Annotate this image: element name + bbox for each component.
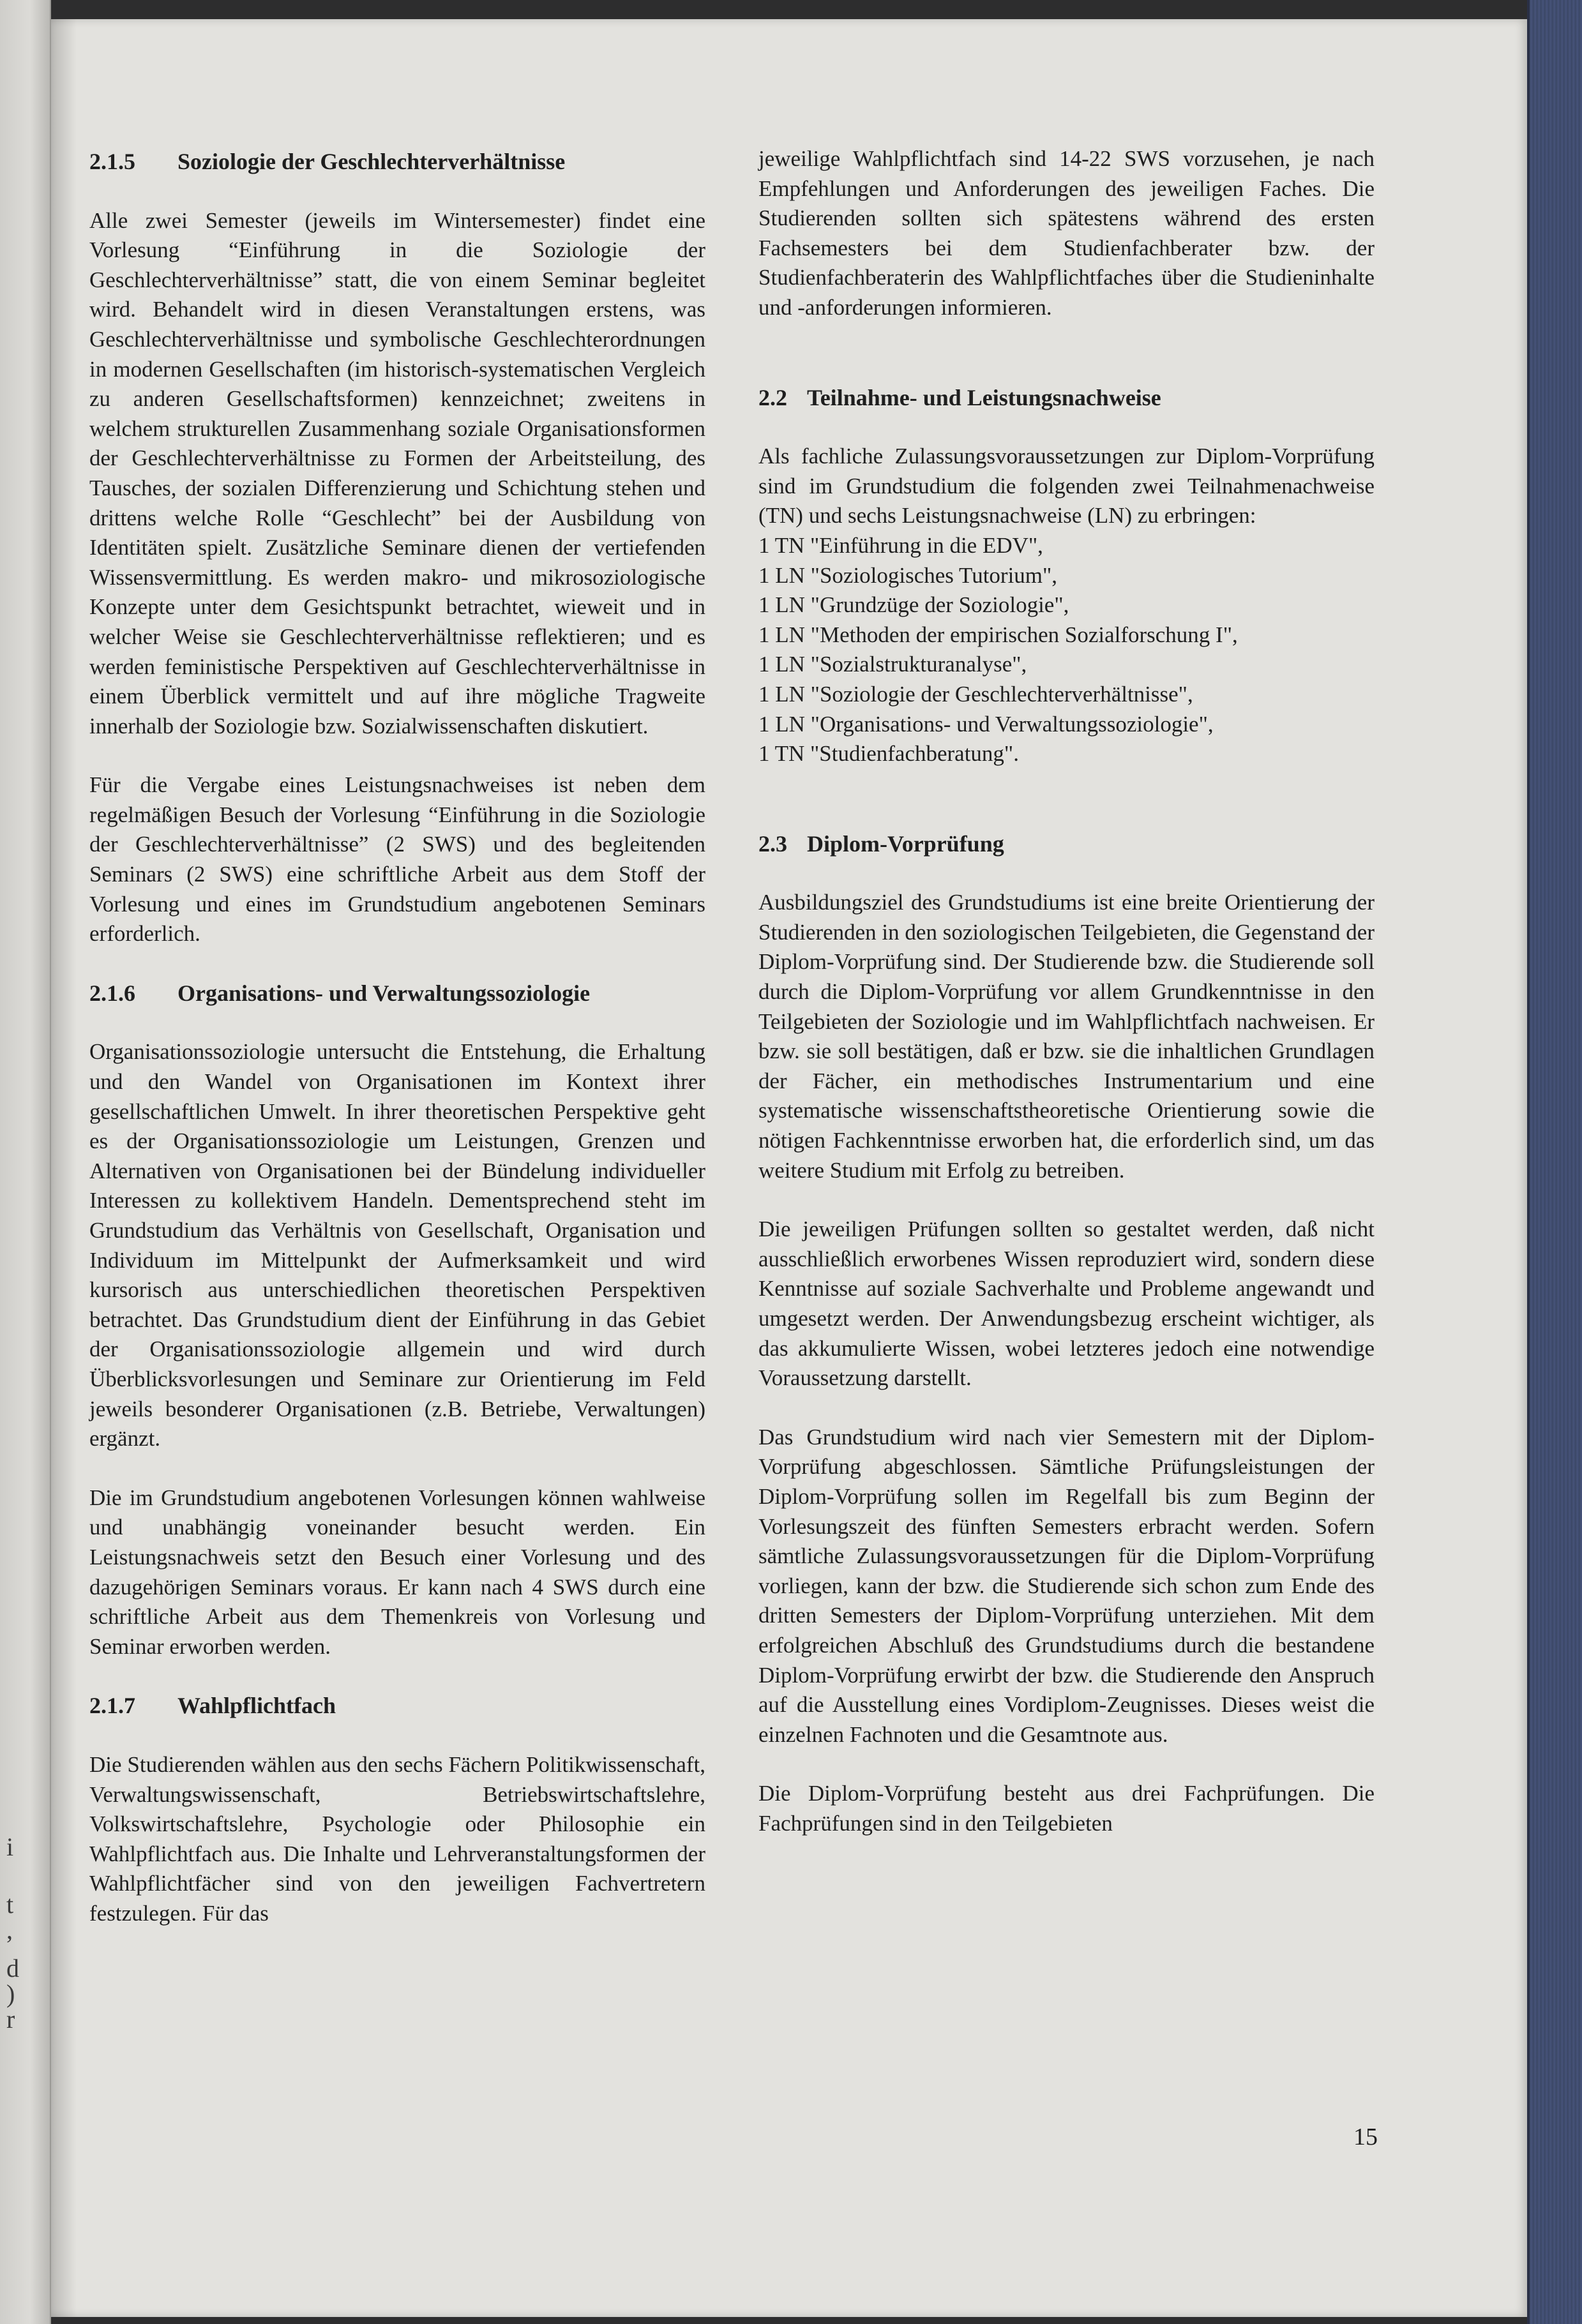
margin-fragment: ,	[6, 1915, 13, 1944]
previous-page-edge	[0, 0, 51, 2324]
book-cover-edge	[1527, 0, 1582, 2324]
section-heading-2-2	[758, 383, 1375, 413]
section-title: Organisations- und Verwaltungssoziologie	[177, 980, 591, 1006]
paragraph: jeweilige Wahlpflichtfach sind 14-22 SWS vorzusehen, je nach Empfehlungen und Anforderungen des jeweiligen Faches. Die Studierenden sollten sich spätestens während des ersten Fachsemesters bei dem Studienfachberater bzw. der Studienfachberaterin des Wahlpflichtfaches über die Studieninhalte und -anforderungen informieren.	[758, 146, 1375, 320]
left-column	[89, 147, 705, 1958]
margin-fragment: )	[6, 1979, 15, 2008]
section-number: 2.1.6	[89, 980, 135, 1006]
requirements-list	[758, 531, 1375, 769]
section-heading-2-3	[758, 829, 1375, 859]
section-title: Wahlpflichtfach	[177, 1693, 336, 1719]
margin-fragment: t	[6, 1890, 14, 1919]
paragraph: Ausbildungsziel des Grundstudiums ist eine breite Orientierung der Studierenden in den soziologischen Teilgebieten, die Gegenstand der Diplom-Vorprüfung sind. Der Studierende bzw. die Studierende soll durch die Diplom-Vorprüfung vor allem Grundkenntnisse in den Teilgebieten der Soziologie und im Wahlpflichtfach nachweisen. Er bzw. sie soll bestätigen, daß er bzw. sie die inhaltlichen Grundlagen der Fächer, ein methodisches Instrumentarium und eine systematische wissenschaftstheoretische Orientierung sowie die nötigen Fachkenntnisse erworben hat, die erforderlich sind, um das weitere Studium mit Erfolg zu betreiben.	[758, 890, 1375, 1183]
paragraph: Alle zwei Semester (jeweils im Wintersemester) findet eine Vorlesung “Einführung in die Soziologie der Geschlechterverhältnisse” statt, die von einem Seminar begleitet wird. Behandelt wird in diesen Veranstaltungen erstens, was Geschlechterverhältnisse und symbolische Geschlechterordnungen in modernen Gesellschaften (im historisch-systematischen Vergleich zu anderen Gesellschaftsformen) kennzeichnet; zweitens in welchem strukturellen Zusammenhang soziale Organisationsformen der Geschlechterverhältnisse zu Formen der Arbeitsteilung, des Tausches, der sozialen Differenzierung und Schichtung stehen und drittens welche Rolle “Geschlecht” bei der Ausbildung von Identitäten spielt. Zusätzliche Seminare dienen der vertiefenden Wissensvermittlung. Es werden makro- und mikrosoziologische Konzepte unter dem Gesichtspunkt betrachtet, wieweit und in welcher Weise sie Geschlechterverhältnisse reflektieren; und es werden feministische Perspektiven auf Geschlechterverhältnisse in einem Überblick vermittelt und auf ihre mögliche Tragweite innerhalb der Soziologie bzw. Sozialwissenschaften diskutiert.	[89, 207, 705, 738]
section-title: Teilnahme- und Leistungsnachweise	[807, 384, 1161, 410]
margin-fragment: i	[6, 1833, 14, 1861]
right-column	[758, 144, 1375, 1868]
section-number: 2.3	[758, 830, 787, 857]
margin-fragment: d	[6, 1954, 19, 1983]
section-number: 2.2	[758, 384, 787, 410]
page-number: 15	[1353, 2124, 1378, 2150]
paragraph: Die Diplom-Vorprüfung besteht aus drei Fachprüfungen. Die Fachprüfungen sind in den Teilgebieten	[758, 1781, 1375, 1836]
list-item: 1 TN "Studienfachberatung".	[758, 741, 1019, 767]
list-item: 1 LN "Organisations- und Verwaltungssoziologie",	[758, 711, 1214, 737]
spine-shadow	[51, 19, 77, 2317]
paragraph: Für die Vergabe eines Leistungsnachweises ist neben dem regelmäßigen Besuch der Vorlesung “Einführung in die Soziologie der Geschlechterverhältnisse” (2 SWS) und des begleitenden Seminars (2 SWS) eine schriftliche Arbeit aus dem Stoff der Vorlesung und eines im Grundstudium angebotenen Seminars erforderlich.	[89, 772, 705, 947]
paragraph: Die jeweiligen Prüfungen sollten so gestaltet werden, daß nicht ausschließlich erworbenes Wissen reproduziert wird, sondern diese Kenntnisse auf soziale Sachverhalte und Probleme angewandt und umgesetzt werden. Der Anwendungsbezug erscheint wichtiger, als das akkumulierte Wissen, wobei letzteres jedoch eine notwendige Voraussetzung darstellt.	[758, 1217, 1375, 1391]
section-number: 2.1.5	[89, 149, 135, 174]
list-item: 1 LN "Methoden der empirischen Sozialforschung I",	[758, 622, 1238, 647]
section-heading-2-1-5	[89, 147, 705, 177]
paragraph: Die im Grundstudium angebotenen Vorlesungen können wahlweise und unabhängig voneinander besucht werden. Ein Leistungsnachweis setzt den Besuch einer Vorlesung und des dazugehörigen Seminars voraus. Er kann nach 4 SWS durch eine schriftliche Arbeit aus dem Themenkreis von Vorlesung und Seminar erworben werden.	[89, 1485, 705, 1659]
paragraph: Die Studierenden wählen aus den sechs Fächern Politikwissenschaft, Verwaltungswissenschaft, Betriebswirtschaftslehre, Volkswirtschaftslehre, Psychologie oder Philosophie ein Wahlpflichtfach aus. Die Inhalte und Lehrveranstaltungsformen der Wahlpflichtfächer sind von den jeweiligen Fachvertretern festzulegen. Für das	[89, 1751, 705, 1926]
section-heading-2-1-6	[89, 978, 705, 1008]
section-title: Diplom-Vorprüfung	[807, 830, 1004, 857]
list-item: 1 LN "Soziologie der Geschlechterverhältnisse",	[758, 681, 1193, 707]
list-item: 1 LN "Soziologisches Tutorium",	[758, 562, 1058, 588]
section-title: Soziologie der Geschlechterverhältnisse	[177, 149, 566, 174]
list-item: 1 LN "Sozialstrukturanalyse",	[758, 652, 1027, 677]
list-item: 1 TN "Einführung in die EDV",	[758, 532, 1043, 558]
margin-fragment: r	[6, 2005, 15, 2034]
section-heading-2-1-7	[89, 1691, 705, 1721]
paragraph: Als fachliche Zulassungsvoraussetzungen zur Diplom-Vorprüfung sind im Grundstudium die folgenden zwei Teilnahmenachweise (TN) und sechs Leistungsnachweise (LN) zu erbringen:	[758, 444, 1375, 529]
paragraph: Das Grundstudium wird nach vier Semestern mit der Diplom-Vorprüfung abgeschlossen. Sämtliche Prüfungsleistungen der Diplom-Vorprüfung sollen im Regelfall bis zum Beginn der Vorlesungszeit des fünften Semesters erbracht werden. Sofern sämtliche Zulassungsvoraussetzungen für die Diplom-Vorprüfung vorliegen, kann der bzw. die Studierende sich schon zum Ende des dritten Semesters der Diplom-Vorprüfung unterziehen. Mit dem erfolgreichen Abschluß des Grundstudiums durch die bestandene Diplom-Vorprüfung erwirbt der bzw. die Studierende den Anspruch auf die Ausstellung eines Vordiplom-Zeugnisses. Dieses weist die einzelnen Fachnoten und die Gesamtnote aus.	[758, 1424, 1375, 1747]
section-number: 2.1.7	[89, 1693, 135, 1719]
list-item: 1 LN "Grundzüge der Soziologie",	[758, 592, 1069, 618]
paragraph: Organisationssoziologie untersucht die Entstehung, die Erhaltung und den Wandel von Organisationen im Kontext ihrer gesellschaftlichen Umwelt. In ihrer theoretischen Perspektive geht es der Organisationssoziologie um Leistungen, Grenzen und Alternativen von Organisationen bei der Bündelung individueller Interessen zu kollektivem Handeln. Dementsprechend steht im Grundstudium das Verhältnis von Gesellschaft, Organisation und Individuum im Mittelpunkt der Aufmerksamkeit und wird kursorisch aus unterschiedlichen theoretischen Perspektiven betrachtet. Das Grundstudium dient der Einführung in das Gebiet der Organisationssoziologie allgemein und wird durch Überblicksvorlesungen und Seminare zur Orientierung im Feld jeweils besonderer Organisationen (z.B. Betriebe, Verwaltungen) ergänzt.	[89, 1039, 705, 1451]
